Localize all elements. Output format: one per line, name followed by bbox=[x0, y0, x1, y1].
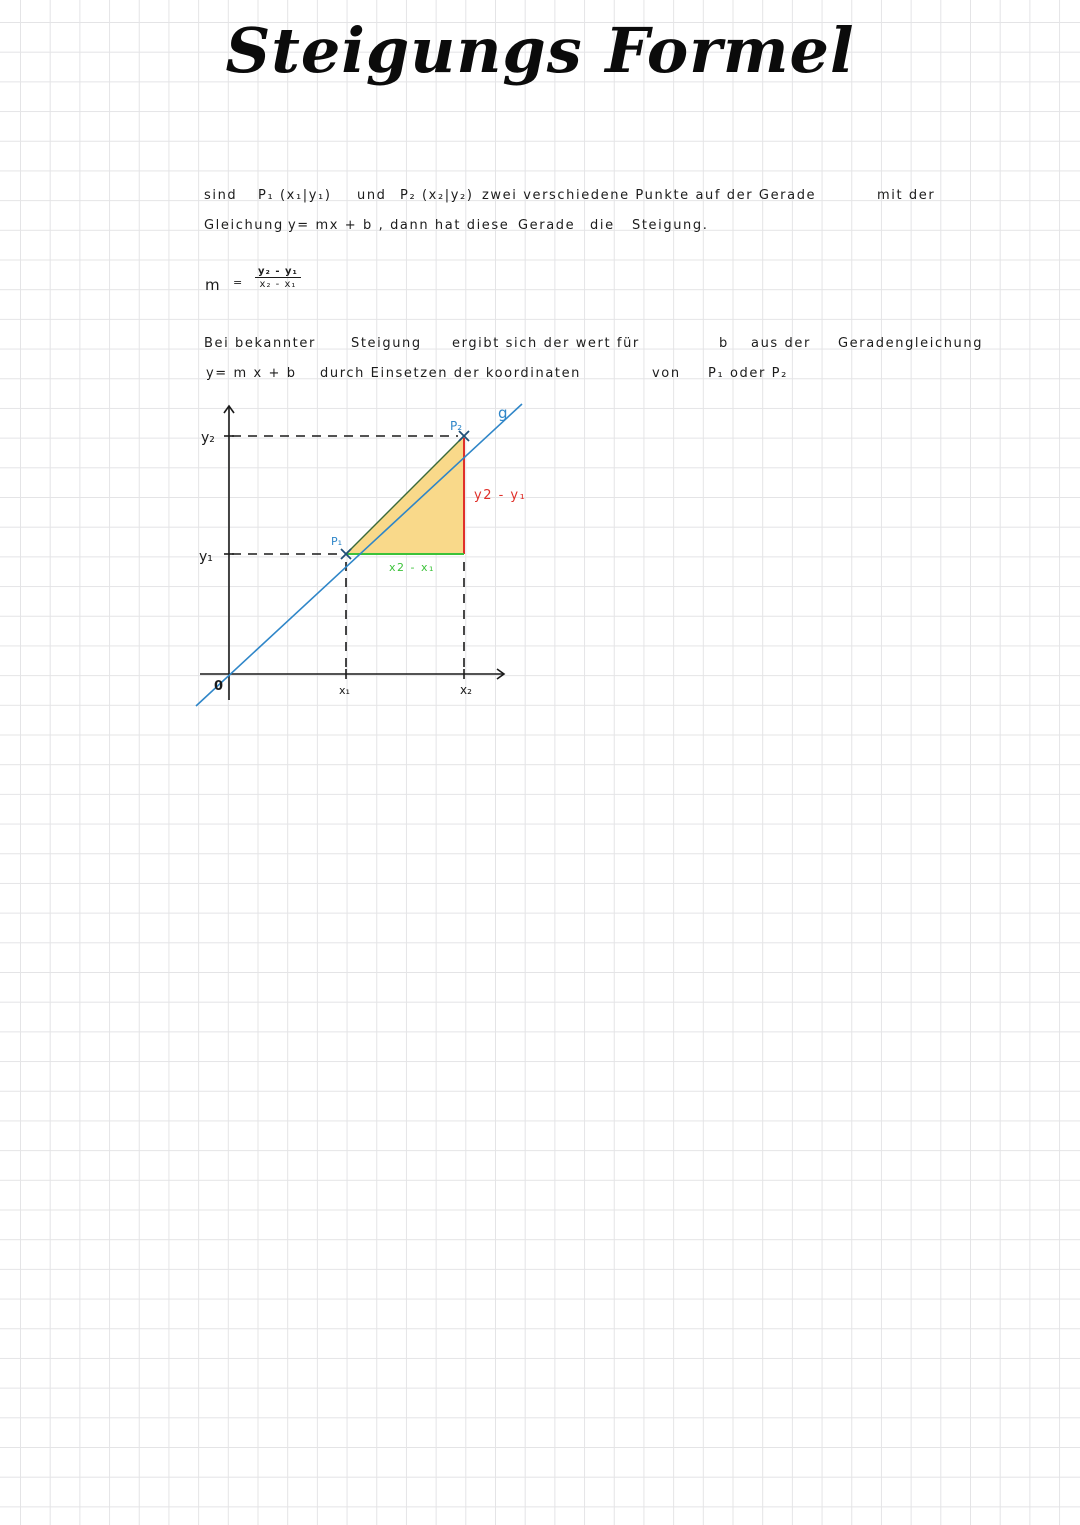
text-steigung-2: Steigung bbox=[351, 336, 422, 351]
text-ergibt: ergibt sich der wert für bbox=[452, 336, 640, 351]
text-gerade: Gerade bbox=[518, 218, 576, 233]
text-zwei-punkte: zwei verschiedene Punkte auf der Gerade bbox=[482, 188, 817, 203]
text-line-equation: y= m x + b bbox=[206, 366, 297, 381]
label-p2: P₂ bbox=[450, 419, 463, 433]
text-mit-der: mit der bbox=[877, 188, 936, 203]
label-run: x2 - x₁ bbox=[389, 561, 435, 574]
text-die: die bbox=[590, 218, 615, 233]
text-gleichung: Gleichung bbox=[204, 218, 284, 233]
label-rise: y2 - y₁ bbox=[474, 488, 527, 503]
text-sind: sind bbox=[204, 188, 238, 203]
text-durch-einsetzen: durch Einsetzen der koordinaten bbox=[320, 366, 582, 381]
text-aus-der: aus der bbox=[751, 336, 811, 351]
label-y1: y₁ bbox=[199, 549, 213, 565]
label-p1: P₁ bbox=[331, 535, 343, 548]
label-x2: x₂ bbox=[460, 683, 472, 697]
label-x1: x₁ bbox=[339, 684, 350, 697]
text-geradengleichung: Geradengleichung bbox=[838, 336, 984, 351]
text-p2-coords: P₂ (x₂|y₂) bbox=[400, 188, 474, 203]
text-equation: y= mx + b , dann hat diese bbox=[288, 218, 510, 233]
text-b: b bbox=[719, 336, 729, 351]
text-und: und bbox=[357, 188, 387, 203]
line-g bbox=[196, 404, 522, 706]
text-steigung: Steigung. bbox=[632, 218, 709, 233]
fraction-denominator: x₂ - x₁ bbox=[259, 279, 297, 290]
text-bei-bekannter: Bei bekannter bbox=[204, 336, 316, 351]
label-origin: 0 bbox=[214, 679, 224, 694]
label-y2: y₂ bbox=[201, 430, 215, 446]
formula-equals: = bbox=[233, 276, 244, 289]
fraction-numerator: y₂ - y₁ bbox=[255, 266, 301, 278]
page-title: Steigungs Formel bbox=[225, 14, 855, 87]
text-von: von bbox=[652, 366, 681, 381]
text-p1-oder-p2: P₁ oder P₂ bbox=[708, 366, 788, 381]
formula-m: m bbox=[205, 276, 222, 294]
text-p1-coords: P₁ (x₁|y₁) bbox=[258, 188, 332, 203]
label-line-g: g bbox=[498, 404, 508, 422]
